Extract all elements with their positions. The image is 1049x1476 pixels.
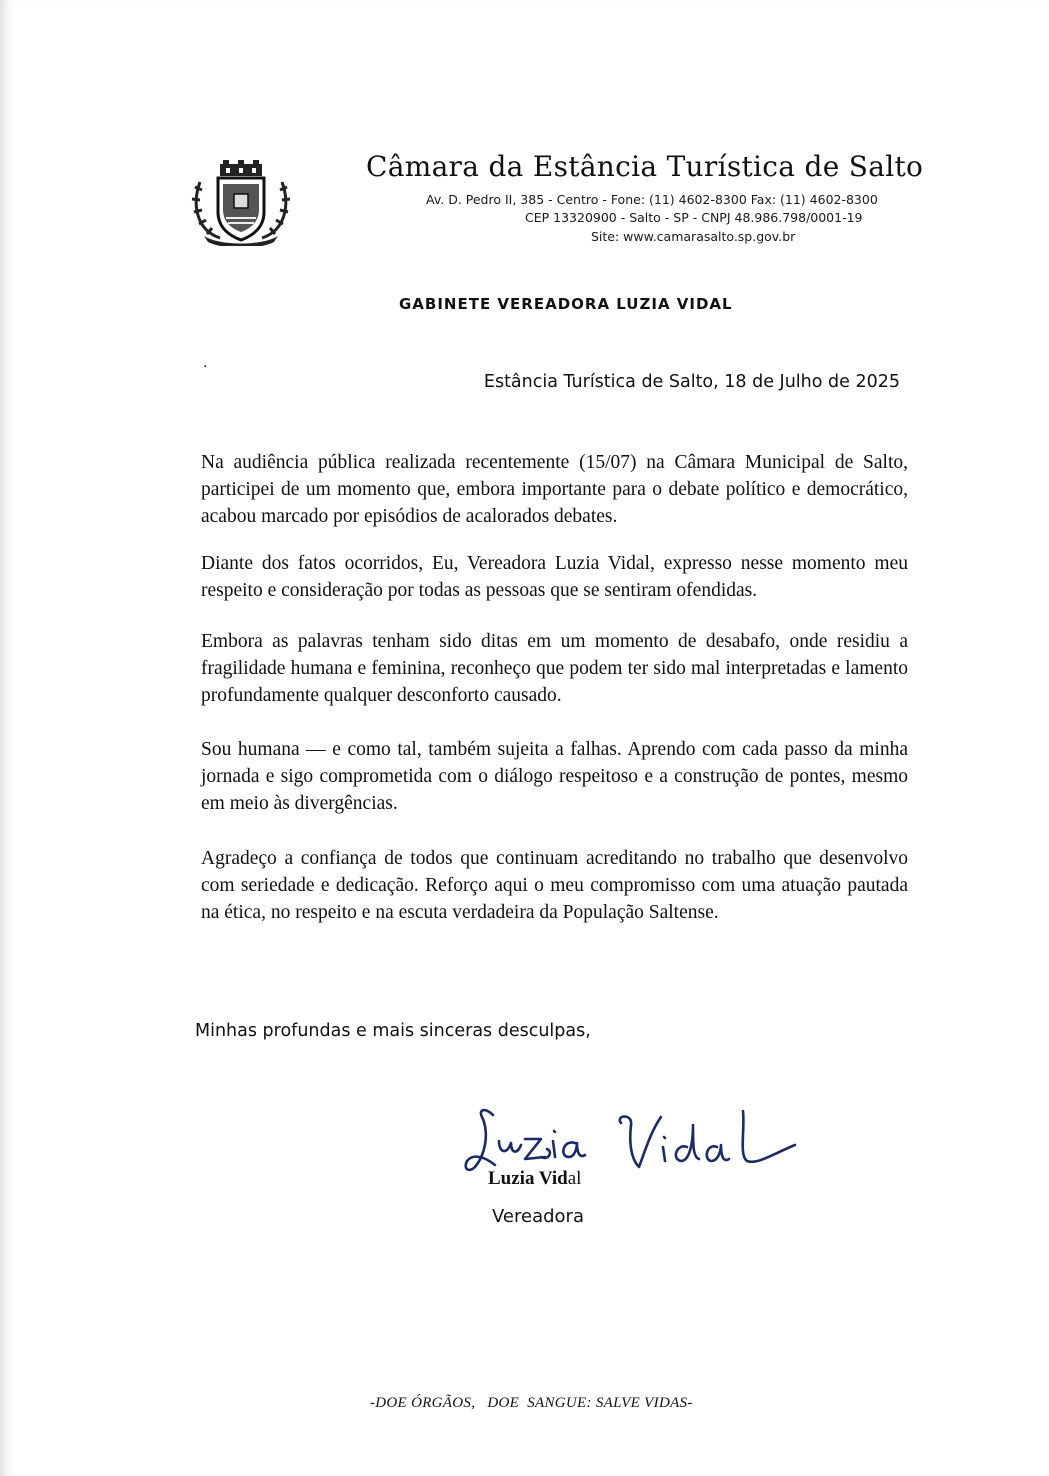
cabinet-heading: GABINETE VEREADORA LUZIA VIDAL [399, 295, 733, 313]
typed-name-bold: Luzia Vid [488, 1168, 568, 1189]
institution-website: Site: www.camarasalto.sp.gov.br [591, 229, 796, 244]
footer-slogan: -DOE ÓRGÃOS, DOE SANGUE: SALVE VIDAS- [370, 1395, 693, 1411]
closing-line: Minhas profundas e mais sinceras desculpas, [195, 1021, 591, 1041]
paragraph-4: Sou humana — e como tal, também sujeita a falhas. Aprendo com cada passo da minha jornada e sigo comprometida com o diálogo respeitoso e a construção de pontes, mesmo em meio às divergências. [201, 739, 908, 814]
institution-cep-cnpj: CEP 13320900 - Salto - SP - CNPJ 48.986.798/0001-19 [525, 210, 863, 225]
paragraph-2: Diante dos fatos ocorridos, Eu, Vereadora Luzia Vidal, expresso nesse momento meu respeito e consideração por todas as pessoas que se sentiram ofendidas. [201, 553, 908, 601]
institution-address: Av. D. Pedro II, 385 - Centro - Fone: (11) 4602-8300 Fax: (11) 4602-8300 [426, 192, 878, 207]
place-and-date: Estância Turística de Salto, 18 de Julho de 2025 [483, 372, 900, 392]
signer-role: Vereadora [492, 1206, 584, 1227]
paragraph-3: Embora as palavras tenham sido ditas em um momento de desabafo, onde residiu a fragilidade humana e feminina, reconheço que podem ter sido mal interpretadas e lamento profundamente qualquer desconforto causado. [201, 631, 908, 706]
paragraph-5: Agradeço a confiança de todos que continuam acreditando no trabalho que desenvolvo com seriedade e dedicação. Reforço aqui o meu compromisso com uma atuação pautada na ética, no respeito e na escuta verdadeira da População Saltense. [201, 848, 908, 923]
paragraph-1: Na audiência pública realizada recentemente (15/07) na Câmara Municipal de Salto, participei de um momento que, embora importante para o debate político e democrático, acabou marcado por episódios de acalorados debates. [201, 452, 908, 527]
typed-signature-name [488, 1168, 581, 1190]
municipal-coat-of-arms-icon [190, 160, 292, 246]
stray-mark: . [203, 355, 208, 371]
institution-title: Câmara da Estância Turística de Salto [366, 150, 924, 183]
typed-name-rest: al [567, 1168, 582, 1189]
